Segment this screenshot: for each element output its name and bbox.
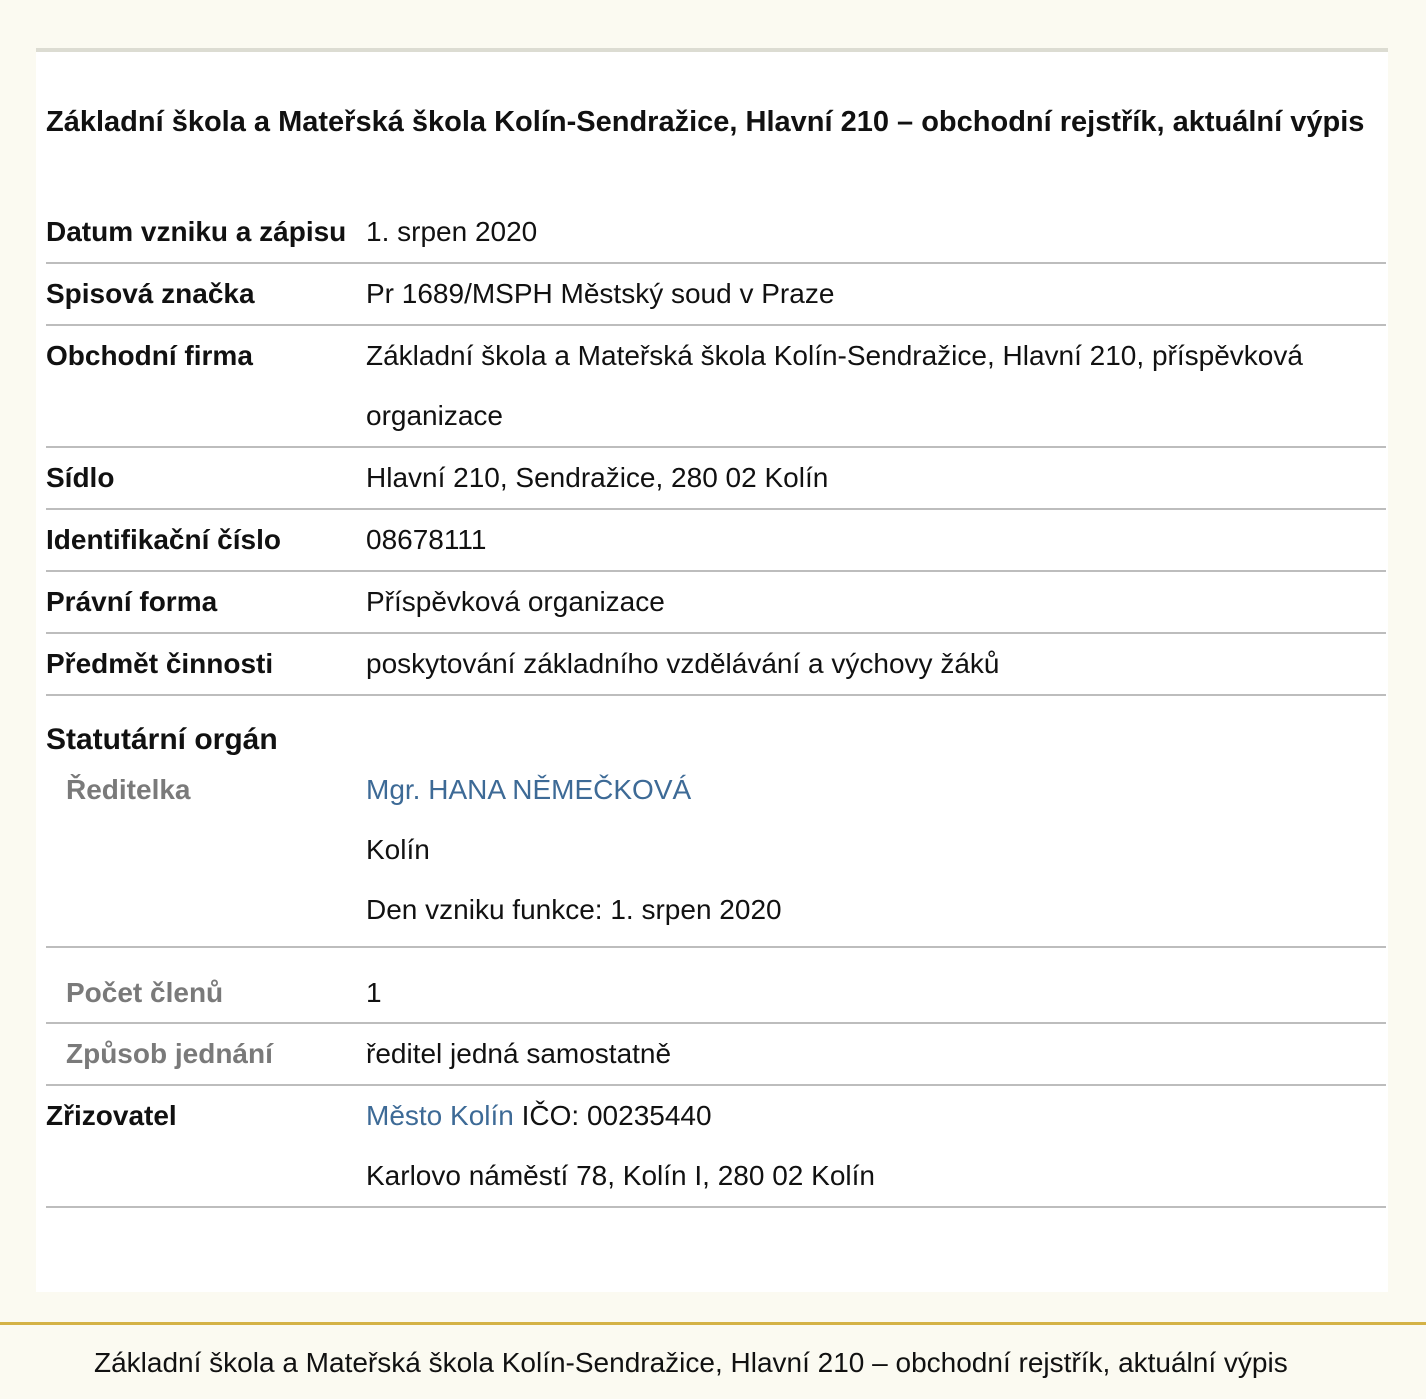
row-label-predmet: Předmět činnosti: [46, 633, 366, 695]
table-row: [46, 947, 1386, 1023]
table-row: [46, 325, 1386, 447]
footer-text: Základní škola a Mateřská škola Kolín-Sendražice, Hlavní 210 – obchodní rejstřík, aktuální výpis: [94, 1347, 1288, 1378]
row-label-reditelka: Ředitelka: [46, 760, 366, 947]
table-row: [46, 1085, 1386, 1207]
row-value-firma: Základní škola a Mateřská škola Kolín-Sendražice, Hlavní 210, příspěvková organizace: [366, 325, 1386, 447]
row-label-ico: Identifikační číslo: [46, 509, 366, 571]
row-label-spisova: Spisová značka: [46, 263, 366, 325]
zrizovatel-line: [366, 1086, 1376, 1146]
row-label-sidlo: Sídlo: [46, 447, 366, 509]
table-row: [46, 1023, 1386, 1085]
row-value-pocet: 1: [366, 947, 1386, 1023]
zrizovatel-link[interactable]: Město Kolín: [366, 1100, 514, 1131]
table-row: [46, 571, 1386, 633]
table-row: [46, 447, 1386, 509]
section-heading-row: [46, 695, 1386, 760]
row-label-firma: Obchodní firma: [46, 325, 366, 447]
table-row: [46, 263, 1386, 325]
row-label-pravni-forma: Právní forma: [46, 571, 366, 633]
table-row: [46, 760, 1386, 947]
row-label-zrizovatel: Zřizovatel: [46, 1085, 366, 1207]
footer: [0, 1322, 1426, 1399]
row-value-ico: 08678111: [366, 509, 1386, 571]
section-heading-statutarni: Statutární orgán: [46, 723, 278, 756]
table-row: [46, 633, 1386, 695]
person-link-reditelka[interactable]: Mgr. HANA NĚMEČKOVÁ: [366, 774, 692, 805]
row-value-zrizovatel: [366, 1085, 1386, 1207]
page-title: Základní škola a Mateřská škola Kolín-Sendražice, Hlavní 210 – obchodní rejstřík, aktuální výpis: [46, 106, 1365, 138]
table-row: [46, 509, 1386, 571]
table-row: [46, 202, 1386, 263]
row-label-pocet: Počet členů: [46, 947, 366, 1023]
row-value-sidlo: Hlavní 210, Sendražice, 280 02 Kolín: [366, 447, 1386, 509]
row-label-datum: Datum vzniku a zápisu: [46, 202, 366, 263]
person-since: Den vzniku funkce: 1. srpen 2020: [366, 894, 782, 925]
row-value-datum: 1. srpen 2020: [366, 202, 1386, 263]
row-value-reditelka: [366, 760, 1386, 947]
person-city: Kolín: [366, 834, 430, 865]
registry-card: [36, 48, 1388, 1292]
zrizovatel-address: Karlovo náměstí 78, Kolín I, 280 02 Kolín: [366, 1160, 875, 1191]
row-value-predmet: poskytování základního vzdělávání a výchovy žáků: [366, 633, 1386, 695]
row-value-pravni-forma: Příspěvková organizace: [366, 571, 1386, 633]
registry-table: [46, 202, 1386, 1208]
row-value-spisova: Pr 1689/MSPH Městský soud v Praze: [366, 263, 1386, 325]
row-label-zpusob: Způsob jednání: [46, 1023, 366, 1085]
zrizovatel-ico: IČO: 00235440: [513, 1100, 712, 1131]
row-value-zpusob: ředitel jedná samostatně: [366, 1023, 1386, 1085]
